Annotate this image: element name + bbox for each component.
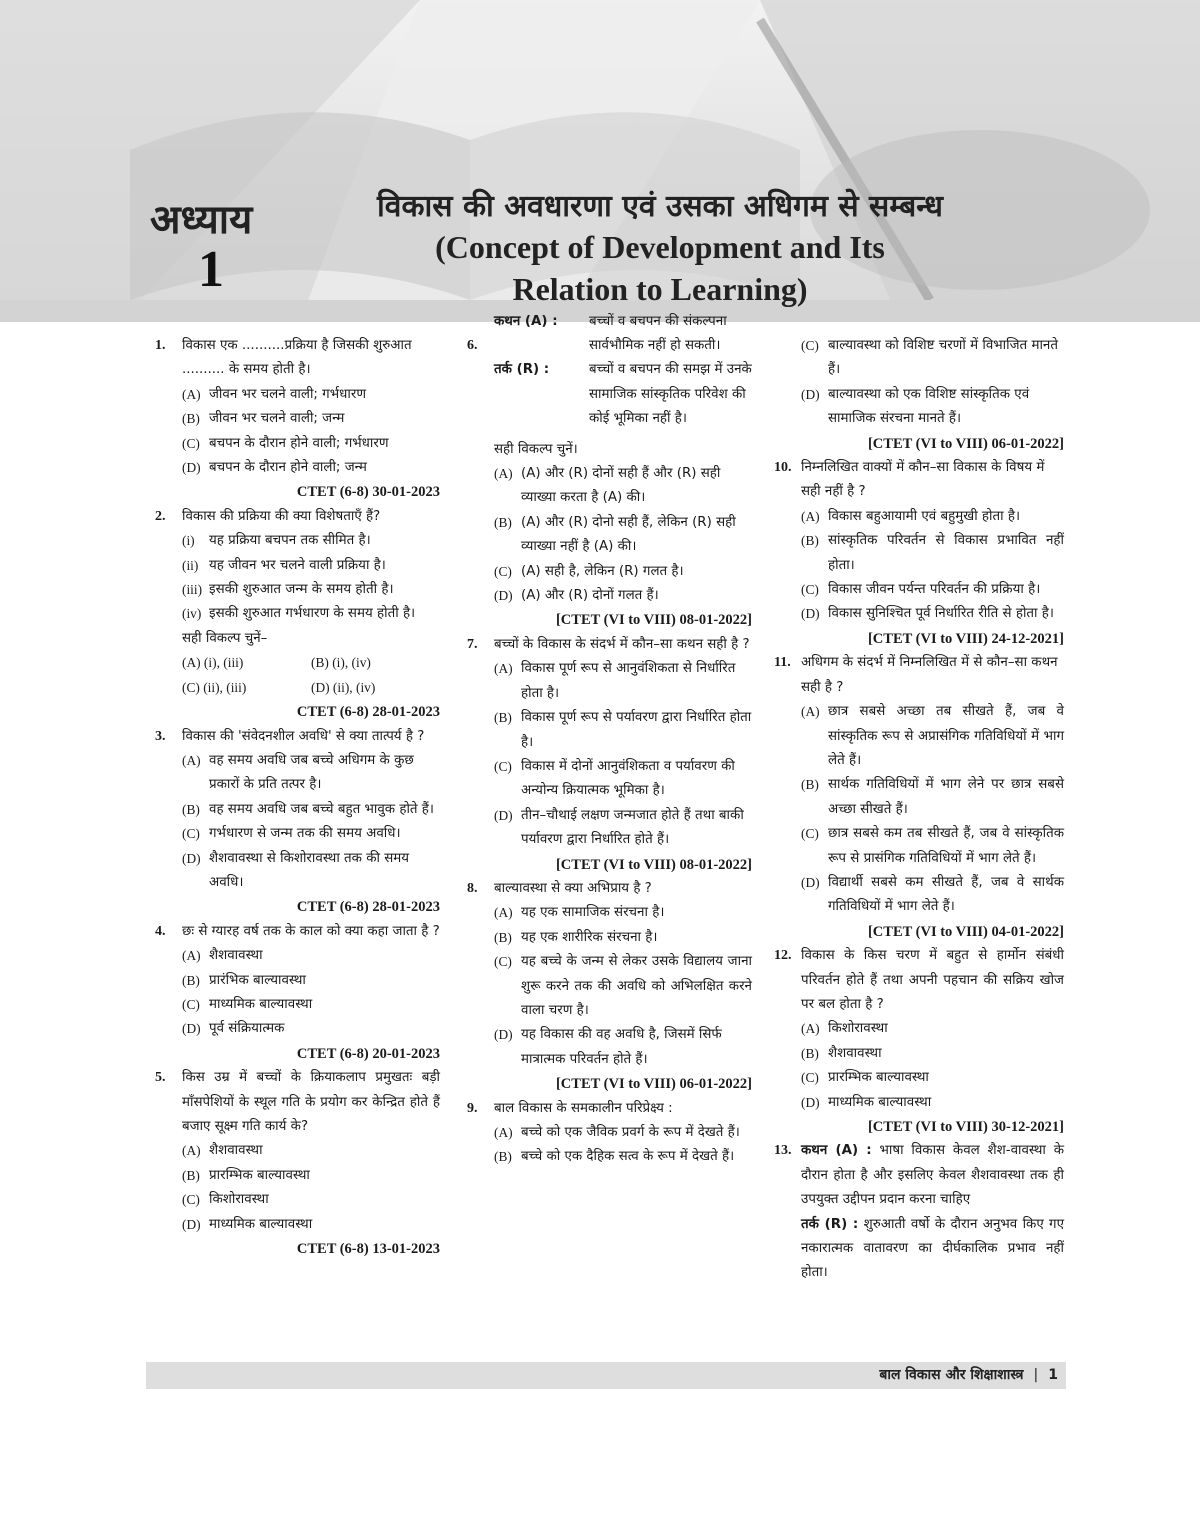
option-letter: (D) — [182, 460, 201, 476]
option — [467, 706, 752, 755]
option — [774, 1017, 1064, 1041]
reason-label: तर्क (R) : — [494, 362, 550, 378]
option-text: विद्यार्थी सबसे कम सीखते हैं, जब वे सार्थक गतिविधियों में भाग लेते हैं। — [828, 874, 1064, 915]
option-text: माध्यमिक बाल्यावस्था — [209, 1216, 313, 1232]
option — [467, 560, 752, 584]
option — [467, 657, 752, 706]
option-letter: (C) — [494, 563, 512, 579]
option-text: (A) सही है, लेकिन (R) गलत है। — [521, 563, 684, 579]
option-text: विकास सुनिश्चित पूर्व निर्धारित रीति से होता है। — [828, 606, 1054, 622]
assertion — [467, 310, 752, 359]
question-8 — [467, 877, 752, 901]
reason — [467, 358, 752, 431]
option — [467, 462, 752, 511]
option — [155, 383, 440, 407]
option — [774, 1066, 1064, 1090]
option-letter: (C) — [494, 954, 512, 970]
book-title: बाल विकास और शिक्षाशास्त्र — [879, 1367, 1024, 1383]
question-4 — [155, 920, 440, 944]
option-letter: (B) — [801, 533, 819, 549]
question-number: 6. — [467, 338, 478, 353]
exam-source: [CTET (VI to VIII) 08-01-2022] — [555, 612, 752, 629]
option-letter: (D) — [182, 1021, 201, 1037]
option-letter: (D) — [801, 386, 820, 402]
answer-grid — [155, 651, 440, 700]
option-text: बच्चे को एक जैविक प्रवर्ग के रूप में देखते हैं। — [521, 1125, 740, 1141]
question-text: बाल विकास के समकालीन परिप्रेक्ष्य : — [494, 1100, 673, 1116]
reason-label: तर्क (R) : — [801, 1216, 859, 1232]
option-text: (A) और (R) दोनो सही हैं, लेकिन (R) सही व्याख्या नहीं है (A) की। — [521, 514, 736, 555]
exam-source: CTET (6-8) 13-01-2023 — [296, 1241, 440, 1258]
statement-text: यह प्रक्रिया बचपन तक सीमित है। — [209, 533, 371, 549]
option-letter: (B) — [182, 801, 200, 817]
option-text: विकास पूर्ण रूप से पर्यावरण द्वारा निर्धारित होता है। — [521, 710, 752, 750]
option — [155, 944, 440, 968]
option-text: बाल्यावस्था को एक विशिष्ट सांस्कृतिक एवं सामाजिक संरचना मानते हैं। — [828, 386, 1030, 427]
option — [155, 847, 440, 896]
assertion-label: कथन (A) : — [801, 1143, 872, 1159]
option-text: यह विकास की वह अवधि है, जिसमें सिर्फ मात्रात्मक परिवर्तन होते हैं। — [521, 1027, 722, 1067]
option-letter: (A) — [494, 905, 513, 921]
option-text: शैशवावस्था — [209, 1143, 263, 1159]
option — [774, 602, 1064, 626]
exam-source: [CTET (VI to VIII) 30-12-2021] — [867, 1119, 1064, 1135]
option-text: किशोरावस्था — [209, 1192, 269, 1208]
statement — [155, 529, 440, 553]
option — [467, 755, 752, 804]
option — [155, 1213, 440, 1237]
option-text: प्रारम्भिक बाल्यावस्था — [209, 1167, 310, 1183]
chapter-banner — [0, 0, 1200, 322]
chapter-number: 1 — [198, 241, 224, 298]
option-letter: (A) — [801, 1021, 820, 1037]
option-text: किशोरावस्था — [828, 1021, 888, 1037]
option — [774, 822, 1064, 871]
reason-text: शुरुआती वर्षो के दौरान अनुभव किए गए नकारात्मक वातावरण का दीर्घकालिक प्रभाव नहीं होता। — [801, 1216, 1064, 1281]
option — [155, 1139, 440, 1163]
option-text: छात्र सबसे कम तब सीखते हैं, जब वे सांस्कृतिक रूप से प्रासंगिक गतिविधियों में भाग लेते हैं। — [828, 826, 1064, 866]
option-text: (A) और (R) दोनों सही हैं और (R) सही व्याख्या करता है (A) की। — [521, 466, 721, 506]
question-1 — [155, 334, 440, 383]
option-text: (A) और (R) दोनों गलत हैं। — [521, 588, 659, 604]
exam-source: [CTET (VI to VIII) 08-01-2022] — [555, 856, 752, 873]
chapter-title-english-line2: Relation to Learning) — [512, 271, 808, 307]
exam-source: [CTET (VI to VIII) 24-12-2021] — [867, 630, 1064, 647]
question-text: अधिगम के संदर्भ में निम्नलिखित में से कौन–सा कथन सही है ? — [801, 655, 1058, 695]
question-10 — [774, 456, 1064, 505]
option-letter: (C) — [182, 996, 200, 1012]
option — [467, 804, 752, 853]
question-text: विकास की 'संवेदनशील अवधि' से क्या तात्पर्य है ? — [182, 728, 425, 744]
option — [155, 969, 440, 993]
option-letter: (D) — [801, 606, 820, 622]
question-number: 9. — [467, 1100, 478, 1116]
option — [155, 1017, 440, 1041]
option-text: शैशवावस्था — [828, 1045, 882, 1061]
page-number: 1 — [1048, 1367, 1058, 1383]
option-letter: (A) — [182, 1143, 201, 1159]
option-letter: (D) — [801, 874, 820, 890]
exam-source: [CTET (VI to VIII) 04-01-2022] — [867, 923, 1064, 940]
option-text: बचपन के दौरान होने वाली; गर्भधारण — [209, 435, 389, 451]
option-text: विकास पूर्ण रूप से आनुवंशिकता से निर्धारित होता है। — [521, 661, 736, 701]
column-2 — [467, 313, 752, 1170]
option-letter: (A) — [801, 704, 820, 720]
option — [155, 749, 440, 798]
option-text: यह एक सामाजिक संरचना है। — [521, 905, 665, 921]
option — [467, 1023, 752, 1072]
option — [774, 700, 1064, 773]
question-7 — [467, 633, 752, 657]
question-number: 11. — [774, 655, 791, 671]
assertion-text: बच्चों व बचपन की संकल्पना सार्वभौमिक नहीं हो सकती। — [589, 313, 727, 354]
question-number: 13. — [774, 1143, 792, 1159]
statement — [155, 554, 440, 578]
option-letter: (A) — [182, 752, 201, 768]
assertion-text: भाषा विकास केवल शैश-वावस्था के दौरान होता है और इसलिए केवल शैशवावस्था तक ही उपयुक्त उद्दीपन प्रदान करना चाहिए — [801, 1143, 1064, 1208]
page-footer — [146, 1362, 1066, 1389]
statement-number: (ii) — [182, 557, 199, 573]
option — [774, 1091, 1064, 1115]
question-9 — [467, 1097, 752, 1121]
option-letter: (B) — [801, 777, 819, 793]
option-letter: (C) — [182, 826, 200, 842]
option — [467, 1121, 752, 1145]
exam-source: CTET (6-8) 28-01-2023 — [296, 899, 440, 916]
option — [155, 798, 440, 822]
exam-source: CTET (6-8) 30-01-2023 — [296, 484, 440, 501]
statement-number: (iv) — [182, 606, 202, 622]
option — [155, 1188, 440, 1212]
question-number: 7. — [467, 636, 478, 652]
option — [774, 529, 1064, 578]
option — [774, 1042, 1064, 1066]
exam-source: CTET (6-8) 28-01-2023 — [296, 704, 440, 721]
exam-source: [CTET (VI to VIII) 06-01-2022] — [867, 435, 1064, 452]
question-number: 12. — [774, 948, 792, 964]
footer-separator: | — [1033, 1367, 1039, 1383]
option-letter: (B) — [494, 710, 512, 726]
option-text: तीन–चौथाई लक्षण जन्मजात होते हैं तथा बाकी पर्यावरण द्वारा निर्धारित होते हैं। — [521, 807, 744, 848]
option-letter: (C) — [182, 1192, 200, 1208]
option — [467, 511, 752, 560]
option — [774, 505, 1064, 529]
question-number: 4. — [155, 923, 166, 939]
option-text: शैशवावस्था से किशोरावस्था तक की समय अवधि। — [209, 850, 410, 890]
option-text: सार्थक गतिविधियों में भाग लेने पर छात्र सबसे अच्छा सीखते हैं। — [828, 777, 1064, 817]
option-text: गर्भधारण से जन्म तक की समय अवधि। — [209, 826, 401, 842]
option-text: वह समय अवधि जब बच्चे अधिगम के कुछ प्रकारों के प्रति तत्पर है। — [209, 752, 414, 793]
option-letter: (B) — [494, 1149, 512, 1165]
option — [155, 432, 440, 456]
grid-option: (D) (ii), (iv) — [311, 679, 376, 695]
question-11 — [774, 651, 1064, 700]
option-text: छात्र सबसे अच्छा तब सीखते हैं, जब वे सांस्कृतिक रूप से अप्रासंगिक गतिविधियों में भाग लेते हैं। — [828, 704, 1064, 768]
option — [155, 822, 440, 846]
chapter-title-hindi: विकास की अवधारणा एवं उसका अधिगम से सम्बन्ध — [377, 189, 943, 224]
option-text: जीवन भर चलने वाली; गर्भधारण — [209, 386, 366, 402]
question-text: निम्नलिखित वाक्यों में कौन–सा विकास के विषय में सही नहीं है ? — [801, 460, 1045, 500]
question-text: विकास के किस चरण में बहुत से हार्मोन संबंधी परिवर्तन होते हैं तथा अपनी पहचान की सक्रिय खोज पर बल होता है ? — [801, 948, 1064, 1012]
question-number: 2. — [155, 508, 166, 524]
option-text: प्रारम्भिक बाल्यावस्था — [828, 1070, 929, 1086]
option-letter: (A) — [494, 661, 513, 677]
option-letter: (C) — [801, 826, 819, 842]
question-text: बाल्यावस्था से क्या अभिप्राय है ? — [494, 880, 652, 896]
option — [467, 926, 752, 950]
statement-number: (i) — [182, 533, 195, 549]
grid-option: (A) (i), (iii) — [182, 655, 244, 671]
option-letter: (C) — [182, 435, 200, 451]
option — [155, 993, 440, 1017]
statement — [155, 602, 440, 626]
option-letter: (D) — [182, 850, 201, 866]
question-3 — [155, 725, 440, 749]
option-text: यह बच्चे के जन्म से लेकर उसके विद्यालय जाना शुरू करने तक की अवधि को अभिलक्षित करने वाला चरण है। — [521, 954, 752, 1018]
statement-text: यह जीवन भर चलने वाली प्रक्रिया है। — [209, 557, 386, 573]
option-text: प्रारंभिक बाल्यावस्था — [209, 972, 306, 988]
statement-number: (iii) — [182, 582, 203, 598]
option-letter: (C) — [801, 1070, 819, 1086]
reason — [774, 1213, 1064, 1286]
assertion-label: कथन (A) : — [494, 313, 558, 329]
option-text: विकास जीवन पर्यन्त परिवर्तन की प्रक्रिया है। — [828, 582, 1041, 598]
option — [467, 584, 752, 608]
option-text: पूर्व संक्रियात्मक — [209, 1021, 285, 1037]
option-letter: (B) — [801, 1045, 819, 1061]
option-letter: (B) — [182, 411, 200, 427]
option-letter: (C) — [801, 338, 819, 353]
option — [467, 901, 752, 925]
option-letter: (B) — [182, 972, 200, 988]
option-letter: (D) — [801, 1094, 820, 1110]
option-letter: (A) — [182, 386, 201, 402]
question-number: 10. — [774, 460, 792, 476]
option-text: बचपन के दौरान होने वाली; जन्म — [209, 460, 367, 476]
option — [774, 871, 1064, 920]
option — [467, 1145, 752, 1169]
column-3 — [774, 334, 1064, 1286]
footer-text — [879, 1365, 1058, 1384]
column-1 — [155, 334, 440, 1261]
question-text: विकास एक ..........प्रक्रिया है जिसकी शुरुआत .......... के समय होती है। — [182, 338, 412, 378]
option-letter: (C) — [494, 758, 512, 774]
question-number: 3. — [155, 728, 166, 744]
option — [774, 383, 1064, 432]
option-letter: (A) — [494, 1125, 513, 1141]
option-letter: (B) — [494, 929, 512, 945]
option-letter: (B) — [494, 514, 512, 530]
option-letter: (A) — [182, 948, 201, 964]
chapter-title-english-line1: (Concept of Development and Its — [435, 229, 885, 265]
question-number: 8. — [467, 880, 478, 896]
option-text: वह समय अवधि जब बच्चे बहुत भावुक होते हैं। — [209, 801, 434, 817]
option-letter: (B) — [182, 1167, 200, 1183]
option-text: बच्चे को एक दैहिक सत्व के रूप में देखते हैं। — [521, 1149, 735, 1165]
reason-text: बच्चों व बचपन की समझ में उनके सामाजिक सांस्कृतिक परिवेश की कोई भूमिका नहीं है। — [589, 362, 752, 427]
option-letter: (D) — [494, 588, 513, 604]
question-5 — [155, 1066, 440, 1139]
option-letter: (C) — [801, 582, 819, 598]
option-text: विकास में दोनों आनुवंशिकता व पर्यावरण की अन्योन्य क्रियात्मक भूमिका है। — [521, 758, 735, 799]
statement — [155, 578, 440, 602]
option-text: विकास बहुआयामी एवं बहुमुखी होता है। — [828, 508, 1021, 524]
option — [774, 578, 1064, 602]
question-text: बच्चों के विकास के संदर्भ में कौन–सा कथन सही है ? — [494, 636, 750, 652]
option-letter: (A) — [494, 466, 513, 482]
option — [155, 407, 440, 431]
exam-source: [CTET (VI to VIII) 06-01-2022] — [555, 1076, 752, 1093]
chapter-label: अध्याय — [150, 197, 253, 243]
option — [774, 773, 1064, 822]
statement-text: इसकी शुरुआत गर्भधारण के समय होती है। — [209, 606, 416, 622]
question-text: छः से ग्यारह वर्ष तक के काल को क्या कहा जाता है ? — [182, 923, 440, 939]
option-letter: (D) — [494, 1027, 513, 1043]
statement-text: इसकी शुरुआत जन्म के समय होती है। — [209, 582, 394, 598]
option-text: सांस्कृतिक परिवर्तन से विकास प्रभावित नहीं होता। — [828, 533, 1064, 573]
question-number: 5. — [155, 1070, 166, 1086]
question-text: विकास की प्रक्रिया की क्या विशेषताएँ हैं? — [182, 508, 381, 524]
option-letter: (D) — [182, 1216, 201, 1232]
grid-option: (B) (i), (iv) — [311, 655, 371, 671]
option-letter: (A) — [801, 508, 820, 524]
option-text: माध्यमिक बाल्यावस्था — [828, 1094, 932, 1110]
question-2 — [155, 505, 440, 529]
option — [155, 1164, 440, 1188]
option-text: यह एक शारीरिक संरचना है। — [521, 929, 658, 945]
answer-prompt: सही विकल्प चुनें। — [494, 441, 578, 457]
option — [774, 334, 1064, 383]
chapter-title-english — [320, 226, 1000, 310]
question-12 — [774, 944, 1064, 1017]
option-text: बाल्यावस्था को विशिष्ट चरणों में विभाजित मानते हैं। — [828, 338, 1058, 378]
grid-option: (C) (ii), (iii) — [182, 679, 247, 695]
question-number: 1. — [155, 338, 166, 353]
option-letter: (D) — [494, 807, 513, 823]
option-text: माध्यमिक बाल्यावस्था — [209, 996, 313, 1012]
option-text: शैशवावस्था — [209, 948, 263, 964]
option — [467, 950, 752, 1023]
exam-source: CTET (6-8) 20-01-2023 — [296, 1045, 440, 1062]
question-13 — [774, 1139, 1064, 1212]
option — [155, 456, 440, 480]
option-text: जीवन भर चलने वाली; जन्म — [209, 411, 345, 427]
question-text: किस उम्र में बच्चों के क्रियाकलाप प्रमुखतः बड़ी माँसपेशियों के स्थूल गति के प्रयोग कर केन्द्रित होते हैं बजाए सूक्ष्म गति कार्य के? — [182, 1070, 440, 1134]
answer-prompt: सही विकल्प चुनें– — [182, 630, 268, 646]
